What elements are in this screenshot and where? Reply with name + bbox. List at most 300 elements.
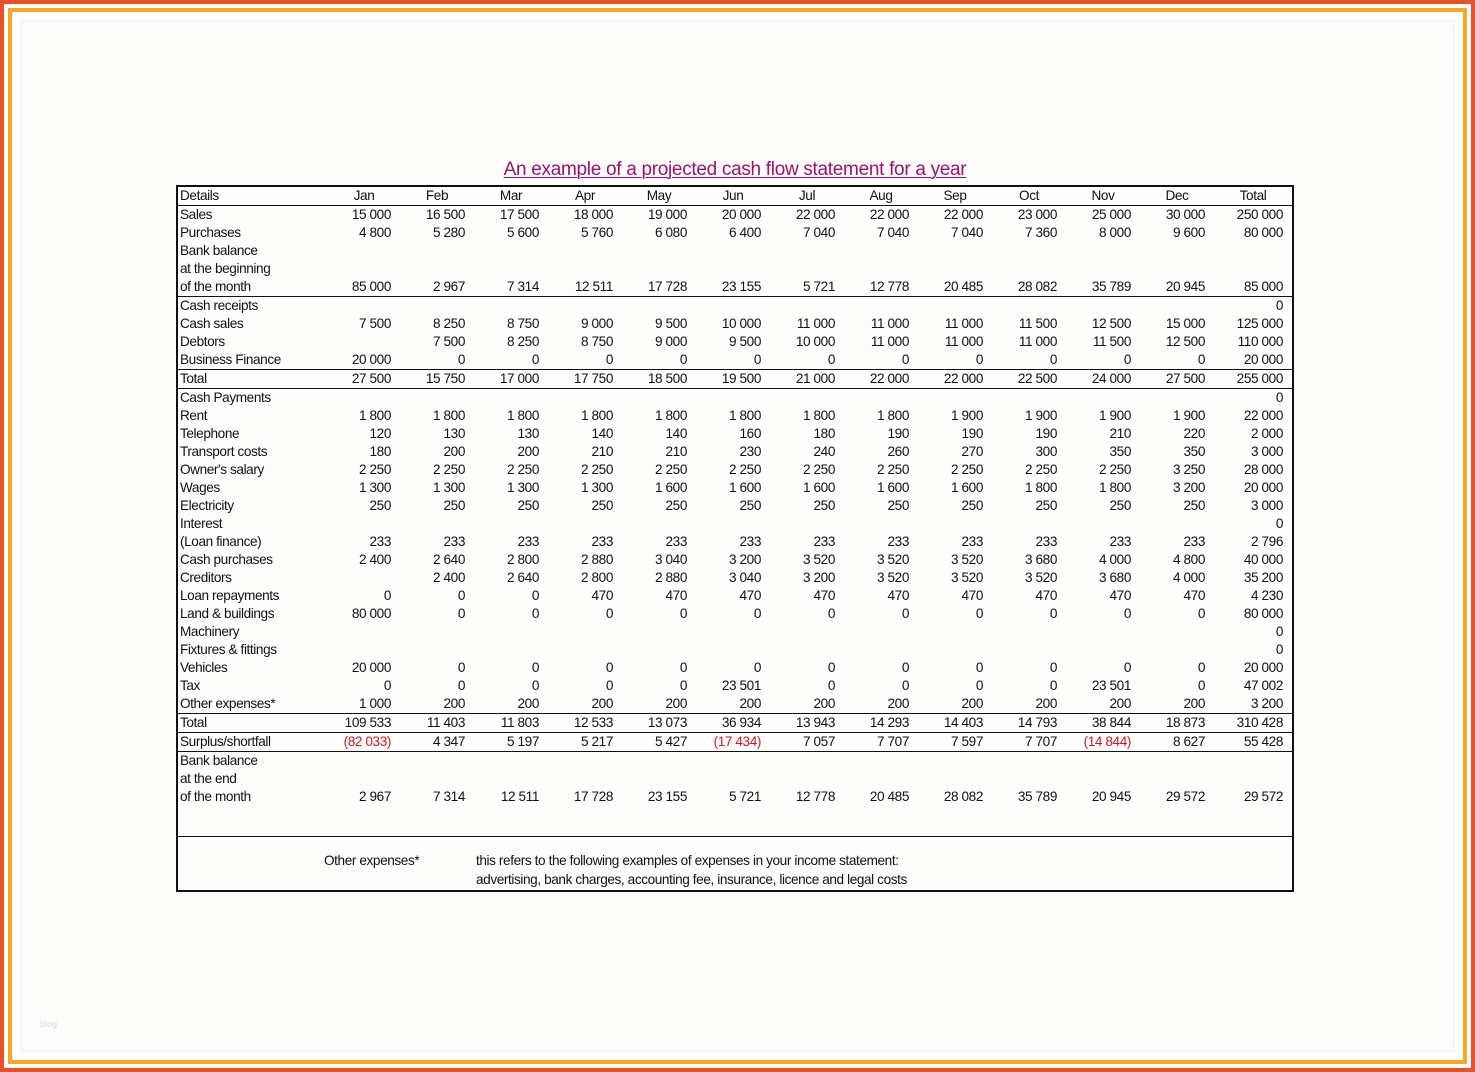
table-cell: 190 [887, 426, 909, 441]
table-body [178, 206, 1292, 807]
table-cell [844, 515, 918, 533]
table-cell: 20 945 [1091, 789, 1131, 804]
table-cell [992, 770, 1066, 788]
table-cell: 22 000 [795, 207, 835, 222]
table-cell [696, 242, 770, 260]
table-cell [328, 623, 400, 641]
table-cell: 47 002 [1243, 678, 1283, 693]
table-cell: 11 403 [400, 714, 474, 733]
table-cell: 1 600 [728, 480, 761, 495]
table-cell: 0 [1197, 352, 1205, 367]
table-row [178, 551, 1292, 569]
table-cell: 3 040 [728, 570, 761, 585]
table-cell: 20 000 [351, 660, 391, 675]
table-cell [1140, 752, 1214, 771]
column-header-total: Total [1239, 188, 1267, 203]
table-cell: 0 [901, 606, 909, 621]
row-label: Bank balance [178, 752, 328, 771]
table-cell [622, 752, 696, 771]
table-cell [918, 260, 992, 278]
table-cell [622, 260, 696, 278]
table-cell [696, 623, 770, 641]
table-cell: 22 500 [992, 370, 1066, 389]
table-cell [328, 389, 400, 408]
table-cell [1066, 389, 1140, 408]
table-cell: 200 [517, 696, 539, 711]
table-cell: 18 000 [573, 207, 613, 222]
table-cell [548, 242, 622, 260]
table-cell: 4 800 [1172, 552, 1205, 567]
table-cell: 1 300 [580, 480, 613, 495]
table-row [178, 260, 1292, 278]
table-cell: 35 200 [1243, 570, 1283, 585]
table-cell: 3 520 [876, 570, 909, 585]
table-cell [328, 770, 400, 788]
table-cell: 22 000 [918, 370, 992, 389]
table-cell [992, 242, 1066, 260]
table-cell: 260 [887, 444, 909, 459]
column-header-details: Details [180, 188, 219, 203]
table-cell [992, 623, 1066, 641]
table-cell: 24 000 [1066, 370, 1140, 389]
table-cell: 130 [443, 426, 465, 441]
table-cell: 0 [1049, 352, 1057, 367]
table-row [178, 714, 1292, 733]
table-cell [844, 770, 918, 788]
table-cell: 0 [1197, 678, 1205, 693]
cash-flow-sheet [176, 185, 1294, 892]
table-cell: 17 728 [647, 279, 687, 294]
table-cell: 12 533 [548, 714, 622, 733]
table-cell [474, 242, 548, 260]
footnote-label: Other expenses* [324, 853, 420, 868]
table-cell: 8 627 [1140, 733, 1214, 752]
table-cell: 9 500 [728, 334, 761, 349]
table-cell: 0 [827, 352, 835, 367]
table-cell: 0 [457, 606, 465, 621]
table-cell: 3 680 [1098, 570, 1131, 585]
table-cell: 9 000 [580, 316, 613, 331]
table-cell: 17 500 [499, 207, 539, 222]
table-cell [1140, 260, 1214, 278]
table-cell: 300 [1035, 444, 1057, 459]
table-cell: 0 [679, 678, 687, 693]
table-cell: 210 [665, 444, 687, 459]
table-row [178, 788, 1292, 806]
table-cell: 3 200 [1250, 696, 1283, 711]
table-cell: 3 000 [1250, 444, 1283, 459]
table-cell: 20 485 [943, 279, 983, 294]
row-label: at the beginning [180, 261, 271, 276]
table-cell [548, 389, 622, 408]
footnote [178, 836, 1292, 891]
row-label: Cash sales [180, 316, 244, 331]
table-cell: 0 [753, 352, 761, 367]
table-cell: 1 800 [654, 408, 687, 423]
table-cell: 21 000 [770, 370, 844, 389]
table-cell [1066, 242, 1140, 260]
table-cell: 22 000 [1243, 408, 1283, 423]
table-cell [1140, 297, 1214, 316]
row-label: Telephone [180, 426, 240, 441]
table-cell: 7 707 [992, 733, 1066, 752]
table-cell: 2 250 [506, 462, 539, 477]
table-cell [844, 641, 918, 659]
table-cell: 0 [679, 606, 687, 621]
table-cell [400, 770, 474, 788]
table-cell: 3 520 [950, 552, 983, 567]
table-cell: 0 [827, 660, 835, 675]
table-cell: 1 800 [1098, 480, 1131, 495]
column-header-mar: Mar [499, 188, 523, 203]
table-cell: 250 [1109, 498, 1131, 513]
row-label: (Loan finance) [180, 534, 262, 549]
table-cell [548, 297, 622, 316]
table-cell: 0 [457, 678, 465, 693]
column-header-feb: Feb [425, 188, 449, 203]
table-cell [548, 515, 622, 533]
table-cell: 28 000 [1243, 462, 1283, 477]
table-cell: 180 [369, 444, 391, 459]
table-cell: 40 000 [1243, 552, 1283, 567]
table-cell: 0 [1049, 606, 1057, 621]
table-cell: 1 600 [950, 480, 983, 495]
table-cell: 0 [901, 352, 909, 367]
table-cell: 350 [1109, 444, 1131, 459]
table-cell: 0 [975, 678, 983, 693]
table-cell: 20 485 [869, 789, 909, 804]
table-cell: 0 [679, 352, 687, 367]
table-cell: 200 [1035, 696, 1057, 711]
table-cell: 7 040 [876, 225, 909, 240]
table-cell: 0 [605, 352, 613, 367]
table-cell [1066, 297, 1140, 316]
table-cell: 190 [1035, 426, 1057, 441]
column-header-jun: Jun [722, 188, 744, 203]
table-cell [400, 242, 474, 260]
table-cell [474, 389, 548, 408]
table-cell [770, 752, 844, 771]
table-cell [622, 770, 696, 788]
table-cell [770, 242, 844, 260]
table-cell: 5 600 [506, 225, 539, 240]
table-cell: 3 520 [802, 552, 835, 567]
table-cell: 1 900 [950, 408, 983, 423]
table-row [178, 206, 1292, 225]
table-cell [622, 242, 696, 260]
table-cell: 14 793 [992, 714, 1066, 733]
table-cell: 0 [531, 606, 539, 621]
row-label: Creditors [180, 570, 232, 585]
table-cell: 3 520 [876, 552, 909, 567]
table-cell: 13 073 [622, 714, 696, 733]
table-cell: 1 800 [358, 408, 391, 423]
table-cell: 2 250 [950, 462, 983, 477]
table-cell [622, 623, 696, 641]
table-cell: 0 [1123, 352, 1131, 367]
table-cell: 200 [1109, 696, 1131, 711]
table-cell [474, 260, 548, 278]
row-label: Cash purchases [180, 552, 273, 567]
table-cell: 233 [1109, 534, 1131, 549]
table-cell [474, 623, 548, 641]
table-row [178, 677, 1292, 695]
table-cell [696, 770, 770, 788]
table-cell: 22 000 [844, 370, 918, 389]
table-cell: 17 750 [548, 370, 622, 389]
table-cell: 7 500 [358, 316, 391, 331]
table-row [178, 659, 1292, 677]
table-cell: 233 [443, 534, 465, 549]
table-cell: 0 [605, 606, 613, 621]
table-cell: 55 428 [1214, 733, 1292, 752]
table-cell [400, 752, 474, 771]
table-cell: 29 572 [1243, 789, 1283, 804]
row-label: Electricity [180, 498, 234, 513]
table-cell: 11 000 [796, 316, 835, 331]
table-cell: 5 217 [548, 733, 622, 752]
table-cell: 0 [1197, 660, 1205, 675]
table-cell [918, 770, 992, 788]
table-row [178, 370, 1292, 389]
table-cell: 2 640 [506, 570, 539, 585]
table-row [178, 389, 1292, 408]
table-cell: 2 967 [432, 279, 465, 294]
table-cell [548, 641, 622, 659]
table-cell: 190 [961, 426, 983, 441]
table-cell: 28 082 [1017, 279, 1057, 294]
footnote-line-2: advertising, bank charges, accounting fee, insurance, licence and legal costs [476, 872, 907, 887]
table-cell [696, 515, 770, 533]
table-cell: 10 000 [721, 316, 761, 331]
table-cell: 2 880 [654, 570, 687, 585]
table-cell: 23 155 [721, 279, 761, 294]
table-cell [474, 515, 548, 533]
table-cell: 140 [665, 426, 687, 441]
table-cell [844, 752, 918, 771]
table-cell: 130 [517, 426, 539, 441]
table-cell [1140, 242, 1214, 260]
table-cell [696, 752, 770, 771]
table-row [178, 569, 1292, 587]
table-cell: 470 [591, 588, 613, 603]
table-cell [770, 770, 844, 788]
row-label: at the end [180, 771, 237, 786]
table-cell: 5 721 [802, 279, 835, 294]
table-cell: 110 000 [1237, 334, 1283, 349]
table-cell: 1 800 [506, 408, 539, 423]
table-cell: 5 280 [432, 225, 465, 240]
table-cell: 200 [961, 696, 983, 711]
table-cell: 2 796 [1250, 534, 1283, 549]
table-cell [918, 515, 992, 533]
table-cell: 0 [1197, 606, 1205, 621]
table-cell: 3 250 [1172, 462, 1205, 477]
table-cell: 12 778 [869, 279, 909, 294]
table-cell: 4 800 [358, 225, 391, 240]
table-cell [1214, 752, 1292, 771]
table-cell: 200 [813, 696, 835, 711]
table-cell [992, 389, 1066, 408]
table-cell: 180 [813, 426, 835, 441]
table-cell: 233 [887, 534, 909, 549]
table-cell [844, 389, 918, 408]
table-cell: 27 500 [328, 370, 400, 389]
table-cell [770, 260, 844, 278]
table-cell [1140, 389, 1214, 408]
table-row [178, 533, 1292, 551]
table-cell: 1 800 [580, 408, 613, 423]
table-cell [622, 389, 696, 408]
table-cell: 2 800 [580, 570, 613, 585]
table-cell: 1 900 [1172, 408, 1205, 423]
table-cell: 25 000 [1091, 207, 1131, 222]
table-row [178, 479, 1292, 497]
table-cell: 0 [975, 606, 983, 621]
table-cell: 0 [457, 660, 465, 675]
table-cell: 23 155 [647, 789, 687, 804]
table-cell: 233 [739, 534, 761, 549]
table-cell: 7 314 [432, 789, 465, 804]
table-cell: 470 [1109, 588, 1131, 603]
table-cell: 1 800 [728, 408, 761, 423]
table-cell: 20 945 [1165, 279, 1205, 294]
table-cell: 250 [739, 498, 761, 513]
table-cell: 16 500 [425, 207, 465, 222]
table-cell: 233 [591, 534, 613, 549]
column-header-oct: Oct [1019, 188, 1039, 203]
table-cell: 109 533 [328, 714, 400, 733]
row-label: Land & buildings [180, 606, 275, 621]
column-header-aug: Aug [869, 188, 893, 203]
table-cell: 233 [369, 534, 391, 549]
table-cell: 2 250 [580, 462, 613, 477]
table-cell: 80 000 [351, 606, 391, 621]
table-cell: 1 000 [358, 696, 391, 711]
table-cell: 1 600 [802, 480, 835, 495]
table-cell [1066, 752, 1140, 771]
table-cell: 0 [531, 660, 539, 675]
table-cell: 470 [1035, 588, 1057, 603]
table-cell [622, 297, 696, 316]
column-header-jan: Jan [353, 188, 375, 203]
table-cell [1214, 260, 1292, 278]
table-cell: 7 500 [432, 334, 465, 349]
table-row [178, 278, 1292, 297]
table-row [178, 770, 1292, 788]
table-row [178, 351, 1292, 370]
table-cell: 470 [665, 588, 687, 603]
table-cell [844, 297, 918, 316]
table-cell: 3 680 [1024, 552, 1057, 567]
table-cell: 120 [369, 426, 391, 441]
table-cell: 250 [517, 498, 539, 513]
table-cell [770, 641, 844, 659]
table-cell [918, 752, 992, 771]
table-cell: 7 707 [844, 733, 918, 752]
table-cell [696, 389, 770, 408]
table-cell: 2 250 [728, 462, 761, 477]
table-cell: 80 000 [1243, 225, 1283, 240]
column-header-nov: Nov [1091, 188, 1115, 203]
table-cell: 12 500 [1165, 334, 1205, 349]
table-cell: 160 [739, 426, 761, 441]
table-cell: 8 750 [580, 334, 613, 349]
table-cell: 9 600 [1172, 225, 1205, 240]
table-cell: 14 293 [844, 714, 918, 733]
footnote-line-1: this refers to the following examples of expenses in your income statement: [476, 853, 899, 868]
table-cell: 7 040 [802, 225, 835, 240]
table-cell [328, 260, 400, 278]
table-cell: 7 314 [506, 279, 539, 294]
table-cell: 250 [961, 498, 983, 513]
table-cell [328, 242, 400, 260]
table-cell [622, 641, 696, 659]
table-cell: 8 250 [506, 334, 539, 349]
table-cell: 6 400 [728, 225, 761, 240]
table-cell: 2 250 [358, 462, 391, 477]
table-cell: 20 000 [721, 207, 761, 222]
table-cell: 0 [457, 352, 465, 367]
table-cell: 470 [739, 588, 761, 603]
table-cell [844, 260, 918, 278]
table-cell: 470 [1183, 588, 1205, 603]
table-cell: 470 [813, 588, 835, 603]
table-cell: 35 789 [1017, 789, 1057, 804]
table-cell: 250 [1183, 498, 1205, 513]
table-cell: 470 [887, 588, 909, 603]
table-cell: 0 [827, 678, 835, 693]
table-cell [548, 752, 622, 771]
table-cell: 0 [975, 352, 983, 367]
table-cell [548, 623, 622, 641]
table-cell: 23 501 [721, 678, 761, 693]
table-cell: 35 789 [1091, 279, 1131, 294]
table-cell: 2 400 [358, 552, 391, 567]
table-cell: 8 250 [432, 316, 465, 331]
table-cell [400, 389, 474, 408]
table-cell: 7 597 [918, 733, 992, 752]
table-cell [474, 770, 548, 788]
table-cell: 200 [887, 696, 909, 711]
table-row [178, 224, 1292, 242]
header-row [178, 187, 1292, 206]
table-cell: (14 844) [1066, 733, 1140, 752]
table-row [178, 297, 1292, 316]
table-cell: 310 428 [1214, 714, 1292, 733]
table-cell: 3 200 [728, 552, 761, 567]
row-label: Tax [180, 678, 200, 693]
table-row [178, 605, 1292, 623]
table-cell [622, 515, 696, 533]
table-row [178, 695, 1292, 714]
table-cell [548, 260, 622, 278]
table-cell [770, 623, 844, 641]
table-cell [328, 333, 400, 351]
table-cell: 22 000 [943, 207, 983, 222]
table-cell: 0 [1214, 297, 1292, 316]
table-cell: 38 844 [1066, 714, 1140, 733]
table-cell: 1 600 [654, 480, 687, 495]
row-label: Loan repayments [180, 588, 280, 603]
table-cell [1214, 770, 1292, 788]
table-cell [844, 242, 918, 260]
table-cell [328, 297, 400, 316]
table-cell: 233 [813, 534, 835, 549]
table-cell: 200 [443, 444, 465, 459]
table-cell: 30 000 [1165, 207, 1205, 222]
table-cell: 20 000 [1243, 352, 1283, 367]
